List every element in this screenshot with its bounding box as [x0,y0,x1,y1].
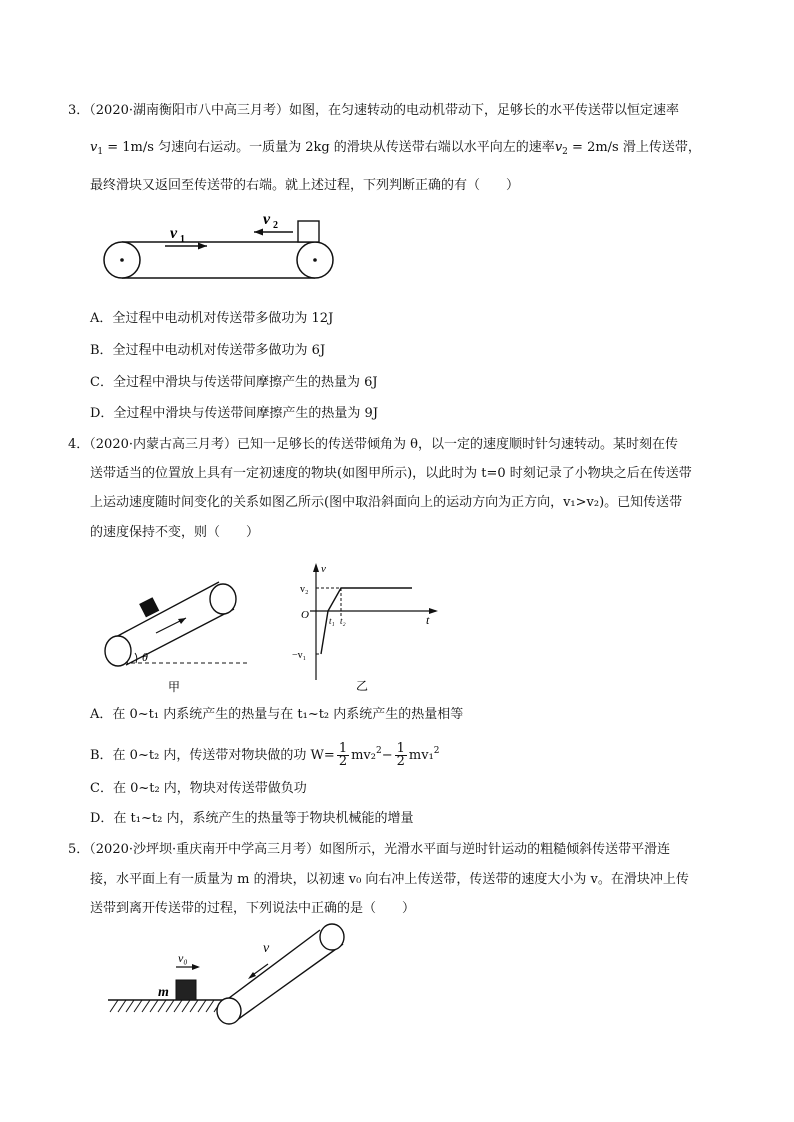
q4-option-d[interactable]: D．在 t₁~t₂ 内，系统产生的热量等于物块机械能的增量 [90,811,414,826]
v2-tick: v₂ [300,584,309,595]
v0-label: v₀ [178,951,188,965]
fraction-half-1: $\frac{1}{2}$ [338,741,348,769]
belt-v-label: v [263,941,270,956]
q4-stem-line2: 送带适当的位置放上具有一定初速度的物块(如图甲所示)，以此时为 t=0 时刻记录了小物块之后在传送带 [90,466,692,481]
q4-text-1: （2020·内蒙古高三月考）已知一足够长的传送带倾角为 θ，以一定的速度顺时针匀速转动。某时刻在传 [89,437,678,452]
q3-option-a[interactable]: A．全过程中电动机对传送带多做功为 12J [90,311,334,326]
q3-text-1: （2020·湖南衡阳市八中高三月考）如图，在匀速转动的电动机带动下，足够长的水平传送带以恒定速率 [89,103,679,118]
q4-option-b[interactable]: B．在 0~t₂ 内，传送带对物块做的功 W= $\frac{1}{2}$ mv₂$^2$− $\frac{1}{2}$ mv₁$^2$ [90,741,440,769]
lower-pulley [217,998,241,1024]
q3-option-d[interactable]: D．全过程中滑块与传送带间摩擦产生的热量为 9J [90,406,379,421]
q4-stem-line4: 的速度保持不变，则（ ） [90,525,260,540]
origin-label: O [301,609,309,621]
q3-stem-line2: $v_1 = 1m/s$ 匀速向右运动。一质量为 2kg 的滑块从传送带右端以水平向左的速率$v_2 = 2m/s$ 滑上传送带， [90,140,701,157]
v2-symbol: v [554,140,563,155]
mv1-term: mv₁ [408,748,434,763]
m-label: m [158,985,169,1000]
q5-stem-line1 [68,841,670,859]
q5-number: 5． [68,842,90,857]
q5-text-1: （2020·沙坪坝·重庆南开中学高三月考）如图所示，光滑水平面与逆时针运动的粗糙倾斜传送带平滑连 [89,842,671,857]
mv2-term: mv₂ [351,748,376,763]
v1-value: = 1m/s [107,140,154,155]
v1-figure-sub: 1 [180,234,185,245]
q3-stem-line3: 最终滑块又返回至传送带的右端。就上述过程，下列判断正确的有（ ） [90,178,520,193]
q3-stem-line1 [68,102,679,120]
v2-figure-sub: 2 [273,220,278,231]
q4-option-b-text: B．在 0~t₂ 内，传送带对物块做的功 W= [90,748,335,763]
q4-option-a[interactable]: A．在 0~t₁ 内系统产生的热量与在 t₁~t₂ 内系统产生的热量相等 [90,707,464,722]
v1-symbol: v [90,140,98,155]
caption-jia: 甲 [168,680,181,694]
v-axis-label: v [321,563,326,575]
q5-figure [100,922,380,1027]
lower-roller [105,636,131,666]
q4-vt-graph [290,560,450,700]
velocity-curve [321,588,412,654]
t2-tick: t₂ [340,616,346,626]
q4-incline-figure [98,565,258,695]
upper-pulley [320,924,344,950]
v2-value: = 2m/s [572,140,619,155]
slider-block [298,221,319,242]
v2-figure-label: v [263,211,271,228]
slider-block-m [176,980,196,1000]
q3-text-2a: 匀速向右运动。一质量为 2kg 的滑块从传送带右端以水平向左的速率 [158,140,555,155]
t1-tick: t₁ [329,616,335,626]
fraction-half-2: $\frac{1}{2}$ [396,741,405,769]
block-on-incline [139,597,159,617]
v1-figure-label: v [170,225,178,242]
q5-stem-line3: 送带到离开传送带的过程，下列说法中正确的是（ ） [90,901,416,916]
q4-stem-line3: 上运动速度随时间变化的关系如图乙所示(图中取沿斜面向上的运动方向为正方向，v₁>v₂)。已知传送带 [90,495,683,510]
upper-roller [210,584,236,614]
q3-conveyor-figure [95,208,345,290]
q3-option-b[interactable]: B．全过程中电动机对传送带多做功为 6J [90,343,326,358]
q3-text-2b: 滑上传送带， [622,140,701,155]
q4-number: 4． [68,437,90,452]
q4-stem-line1 [68,436,678,454]
q4-option-c[interactable]: C．在 0~t₂ 内，物块对传送带做负功 [90,781,307,796]
q3-number: 3． [68,103,90,118]
q3-option-c[interactable]: C．全过程中滑块与传送带间摩擦产生的热量为 6J [90,375,378,390]
t-axis-label: t [426,613,430,627]
caption-yi: 乙 [356,679,369,693]
minus-sign: − [381,748,393,763]
neg-v1-tick: −v₁ [292,650,307,661]
q5-stem-line2: 接，水平面上有一质量为 m 的滑块，以初速 v₀ 向右冲上传送带，传送带的速度大小为 v。在滑块冲上传 [90,872,689,887]
theta-label: θ [142,650,148,664]
